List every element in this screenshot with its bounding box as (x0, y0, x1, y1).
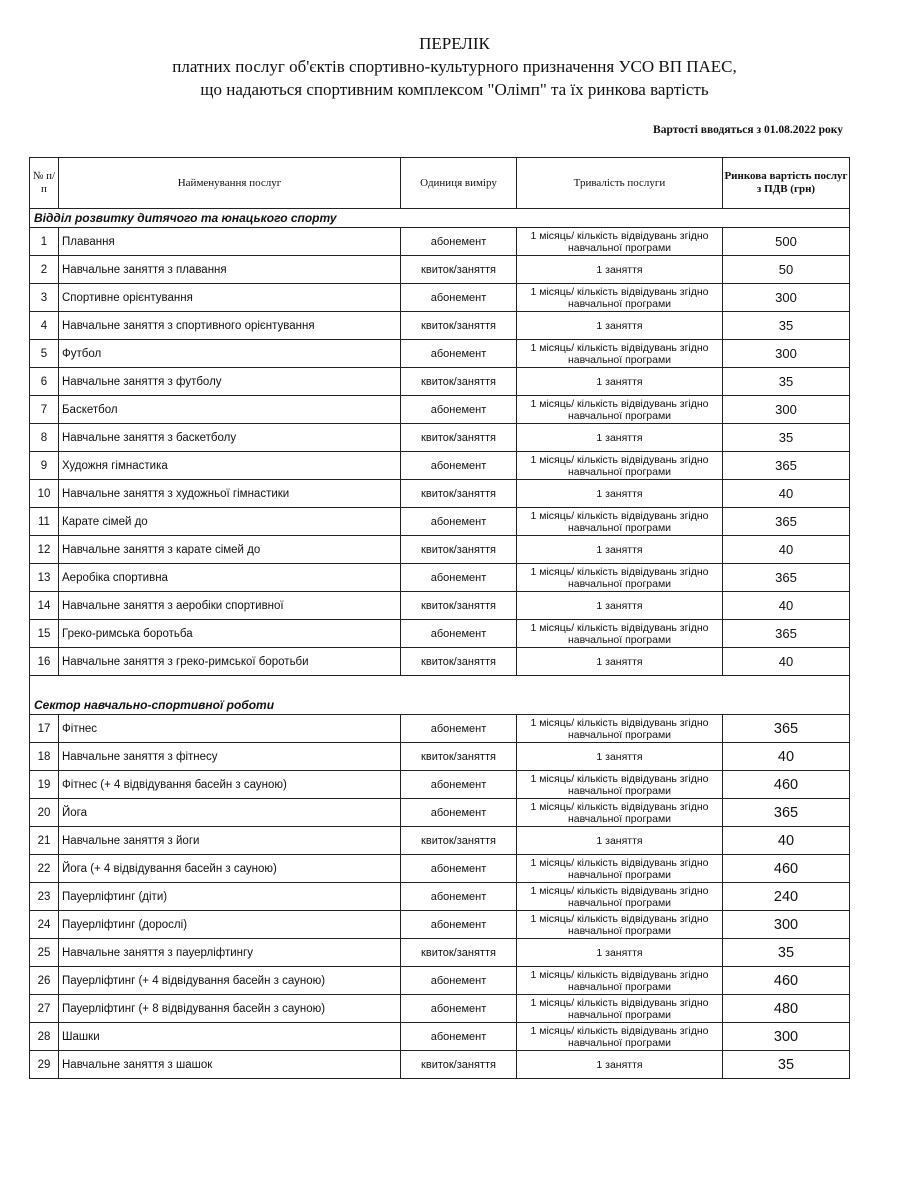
services-price-table (29, 157, 850, 1079)
row-number: 7 (30, 396, 59, 424)
service-duration: 1 місяць/ кількість відвідувань згідно навчальної програми (517, 799, 723, 827)
unit-of-measure: квиток/заняття (401, 827, 517, 855)
table-row (30, 911, 850, 939)
service-duration: 1 місяць/ кількість відвідувань згідно навчальної програми (517, 508, 723, 536)
service-duration: 1 місяць/ кількість відвідувань згідно навчальної програми (517, 284, 723, 312)
service-name: Йога (59, 799, 401, 827)
market-price: 300 (723, 1023, 850, 1051)
service-name: Аеробіка спортивна (59, 564, 401, 592)
service-duration: 1 заняття (517, 424, 723, 452)
column-header-num: № п/п (30, 158, 59, 209)
service-duration: 1 місяць/ кількість відвідувань згідно навчальної програми (517, 564, 723, 592)
row-number: 11 (30, 508, 59, 536)
table-row (30, 939, 850, 967)
service-name: Навчальне заняття з греко-римської боротьби (59, 648, 401, 676)
table-row (30, 883, 850, 911)
market-price: 40 (723, 480, 850, 508)
unit-of-measure: квиток/заняття (401, 592, 517, 620)
service-name: Навчальне заняття з шашок (59, 1051, 401, 1079)
row-number: 19 (30, 771, 59, 799)
service-name: Спортивне орієнтування (59, 284, 401, 312)
table-row (30, 995, 850, 1023)
market-price: 460 (723, 771, 850, 799)
table-row (30, 256, 850, 284)
market-price: 300 (723, 911, 850, 939)
market-price: 365 (723, 799, 850, 827)
unit-of-measure: квиток/заняття (401, 256, 517, 284)
market-price: 40 (723, 743, 850, 771)
unit-of-measure: абонемент (401, 620, 517, 648)
service-duration: 1 заняття (517, 648, 723, 676)
service-duration: 1 місяць/ кількість відвідувань згідно навчальної програми (517, 715, 723, 743)
service-duration: 1 заняття (517, 827, 723, 855)
market-price: 40 (723, 592, 850, 620)
service-name: Навчальне заняття з карате сімей до (59, 536, 401, 564)
service-duration: 1 місяць/ кількість відвідувань згідно навчальної програми (517, 855, 723, 883)
service-name: Навчальне заняття з пауерліфтингу (59, 939, 401, 967)
service-name: Греко-римська боротьба (59, 620, 401, 648)
market-price: 35 (723, 368, 850, 396)
table-row (30, 452, 850, 480)
market-price: 35 (723, 939, 850, 967)
row-number: 16 (30, 648, 59, 676)
row-number: 1 (30, 228, 59, 256)
service-duration: 1 місяць/ кількість відвідувань згідно навчальної програми (517, 995, 723, 1023)
row-number: 24 (30, 911, 59, 939)
unit-of-measure: квиток/заняття (401, 480, 517, 508)
unit-of-measure: абонемент (401, 284, 517, 312)
unit-of-measure: абонемент (401, 1023, 517, 1051)
row-number: 6 (30, 368, 59, 396)
row-number: 13 (30, 564, 59, 592)
table-row (30, 771, 850, 799)
unit-of-measure: квиток/заняття (401, 648, 517, 676)
market-price: 365 (723, 508, 850, 536)
table-row (30, 1051, 850, 1079)
table-row (30, 368, 850, 396)
table-row (30, 284, 850, 312)
unit-of-measure: абонемент (401, 911, 517, 939)
table-row (30, 508, 850, 536)
market-price: 500 (723, 228, 850, 256)
column-header-name: Найменування послуг (59, 158, 401, 209)
unit-of-measure: квиток/заняття (401, 743, 517, 771)
market-price: 35 (723, 424, 850, 452)
section-header-row (30, 676, 850, 715)
table-body (30, 209, 850, 1079)
row-number: 8 (30, 424, 59, 452)
row-number: 28 (30, 1023, 59, 1051)
service-name: Художня гімнастика (59, 452, 401, 480)
unit-of-measure: квиток/заняття (401, 312, 517, 340)
service-duration: 1 місяць/ кількість відвідувань згідно навчальної програми (517, 1023, 723, 1051)
table-row (30, 480, 850, 508)
market-price: 365 (723, 715, 850, 743)
section-title: Відділ розвитку дитячого та юнацького спорту (30, 209, 850, 228)
unit-of-measure: абонемент (401, 228, 517, 256)
unit-of-measure: абонемент (401, 715, 517, 743)
service-name: Навчальне заняття з спортивного орієнтування (59, 312, 401, 340)
unit-of-measure: квиток/заняття (401, 424, 517, 452)
market-price: 300 (723, 284, 850, 312)
market-price: 40 (723, 827, 850, 855)
unit-of-measure: квиток/заняття (401, 536, 517, 564)
row-number: 3 (30, 284, 59, 312)
row-number: 2 (30, 256, 59, 284)
table-row (30, 799, 850, 827)
service-duration: 1 місяць/ кількість відвідувань згідно навчальної програми (517, 771, 723, 799)
table-row (30, 312, 850, 340)
row-number: 5 (30, 340, 59, 368)
market-price: 40 (723, 536, 850, 564)
service-name: Навчальне заняття з йоги (59, 827, 401, 855)
unit-of-measure: абонемент (401, 340, 517, 368)
unit-of-measure: квиток/заняття (401, 1051, 517, 1079)
unit-of-measure: квиток/заняття (401, 939, 517, 967)
row-number: 22 (30, 855, 59, 883)
row-number: 26 (30, 967, 59, 995)
service-duration: 1 заняття (517, 743, 723, 771)
row-number: 23 (30, 883, 59, 911)
service-duration: 1 заняття (517, 939, 723, 967)
document-subtitle-line-2: що надаються спортивним комплексом "Олімп" та їх ринкова вартість (200, 80, 709, 99)
service-duration: 1 місяць/ кількість відвідувань згідно навчальної програми (517, 911, 723, 939)
service-duration: 1 заняття (517, 592, 723, 620)
unit-of-measure: квиток/заняття (401, 368, 517, 396)
document-subtitle-line-1: платних послуг об'єктів спортивно-культурного призначення УСО ВП ПАЕС, (172, 57, 737, 76)
table-row (30, 340, 850, 368)
table-row (30, 536, 850, 564)
unit-of-measure: абонемент (401, 771, 517, 799)
market-price: 50 (723, 256, 850, 284)
market-price: 240 (723, 883, 850, 911)
table-row (30, 827, 850, 855)
service-name: Фітнес (+ 4 відвідування басейн з сауною) (59, 771, 401, 799)
service-name: Баскетбол (59, 396, 401, 424)
market-price: 35 (723, 1051, 850, 1079)
service-name: Шашки (59, 1023, 401, 1051)
service-duration: 1 заняття (517, 480, 723, 508)
service-duration: 1 місяць/ кількість відвідувань згідно навчальної програми (517, 883, 723, 911)
service-name: Навчальне заняття з художньої гімнастики (59, 480, 401, 508)
unit-of-measure: абонемент (401, 967, 517, 995)
market-price: 300 (723, 396, 850, 424)
unit-of-measure: абонемент (401, 452, 517, 480)
table-row (30, 228, 850, 256)
service-name: Навчальне заняття з баскетболу (59, 424, 401, 452)
row-number: 14 (30, 592, 59, 620)
market-price: 480 (723, 995, 850, 1023)
unit-of-measure: абонемент (401, 883, 517, 911)
market-price: 365 (723, 620, 850, 648)
unit-of-measure: абонемент (401, 855, 517, 883)
row-number: 18 (30, 743, 59, 771)
service-duration: 1 місяць/ кількість відвідувань згідно навчальної програми (517, 452, 723, 480)
table-row (30, 564, 850, 592)
row-number: 17 (30, 715, 59, 743)
service-name: Навчальне заняття з аеробіки спортивної (59, 592, 401, 620)
unit-of-measure: абонемент (401, 564, 517, 592)
service-name: Фітнес (59, 715, 401, 743)
service-duration: 1 заняття (517, 536, 723, 564)
row-number: 27 (30, 995, 59, 1023)
service-duration: 1 заняття (517, 256, 723, 284)
row-number: 29 (30, 1051, 59, 1079)
section-title: Сектор навчально-спортивної роботи (30, 676, 850, 715)
service-duration: 1 заняття (517, 368, 723, 396)
service-duration: 1 заняття (517, 1051, 723, 1079)
service-name: Карате сімей до (59, 508, 401, 536)
service-name: Навчальне заняття з футболу (59, 368, 401, 396)
row-number: 12 (30, 536, 59, 564)
unit-of-measure: абонемент (401, 396, 517, 424)
market-price: 35 (723, 312, 850, 340)
service-duration: 1 заняття (517, 312, 723, 340)
service-duration: 1 місяць/ кількість відвідувань згідно навчальної програми (517, 967, 723, 995)
row-number: 21 (30, 827, 59, 855)
table-row (30, 967, 850, 995)
table-row (30, 743, 850, 771)
table-row (30, 648, 850, 676)
service-duration: 1 місяць/ кількість відвідувань згідно навчальної програми (517, 620, 723, 648)
service-duration: 1 місяць/ кількість відвідувань згідно навчальної програми (517, 340, 723, 368)
service-name: Пауерліфтинг (+ 8 відвідування басейн з сауною) (59, 995, 401, 1023)
service-duration: 1 місяць/ кількість відвідувань згідно навчальної програми (517, 228, 723, 256)
service-name: Пауерліфтинг (+ 4 відвідування басейн з сауною) (59, 967, 401, 995)
unit-of-measure: абонемент (401, 508, 517, 536)
market-price: 460 (723, 967, 850, 995)
market-price: 300 (723, 340, 850, 368)
table-row (30, 620, 850, 648)
service-name: Пауерліфтинг (діти) (59, 883, 401, 911)
service-name: Навчальне заняття з плавання (59, 256, 401, 284)
service-name: Пауерліфтинг (дорослі) (59, 911, 401, 939)
service-name: Плавання (59, 228, 401, 256)
market-price: 365 (723, 452, 850, 480)
document-title: ПЕРЕЛІК (419, 34, 490, 53)
market-price: 40 (723, 648, 850, 676)
table-row (30, 715, 850, 743)
table-header-row (30, 158, 850, 209)
row-number: 4 (30, 312, 59, 340)
section-header-row (30, 209, 850, 228)
table-row (30, 855, 850, 883)
row-number: 25 (30, 939, 59, 967)
market-price: 460 (723, 855, 850, 883)
column-header-duration: Тривалість послуги (517, 158, 723, 209)
service-name: Футбол (59, 340, 401, 368)
table-row (30, 1023, 850, 1051)
column-header-price: Ринкова вартість послуг з ПДВ (грн) (723, 158, 850, 209)
row-number: 10 (30, 480, 59, 508)
row-number: 9 (30, 452, 59, 480)
row-number: 15 (30, 620, 59, 648)
unit-of-measure: абонемент (401, 799, 517, 827)
effective-date-note: Вартості вводяться з 01.08.2022 року (653, 124, 843, 136)
table-row (30, 424, 850, 452)
unit-of-measure: абонемент (401, 995, 517, 1023)
service-name: Йога (+ 4 відвідування басейн з сауною) (59, 855, 401, 883)
service-name: Навчальне заняття з фітнесу (59, 743, 401, 771)
market-price: 365 (723, 564, 850, 592)
row-number: 20 (30, 799, 59, 827)
column-header-unit: Одиниця виміру (401, 158, 517, 209)
table-row (30, 396, 850, 424)
service-duration: 1 місяць/ кількість відвідувань згідно навчальної програми (517, 396, 723, 424)
table-row (30, 592, 850, 620)
